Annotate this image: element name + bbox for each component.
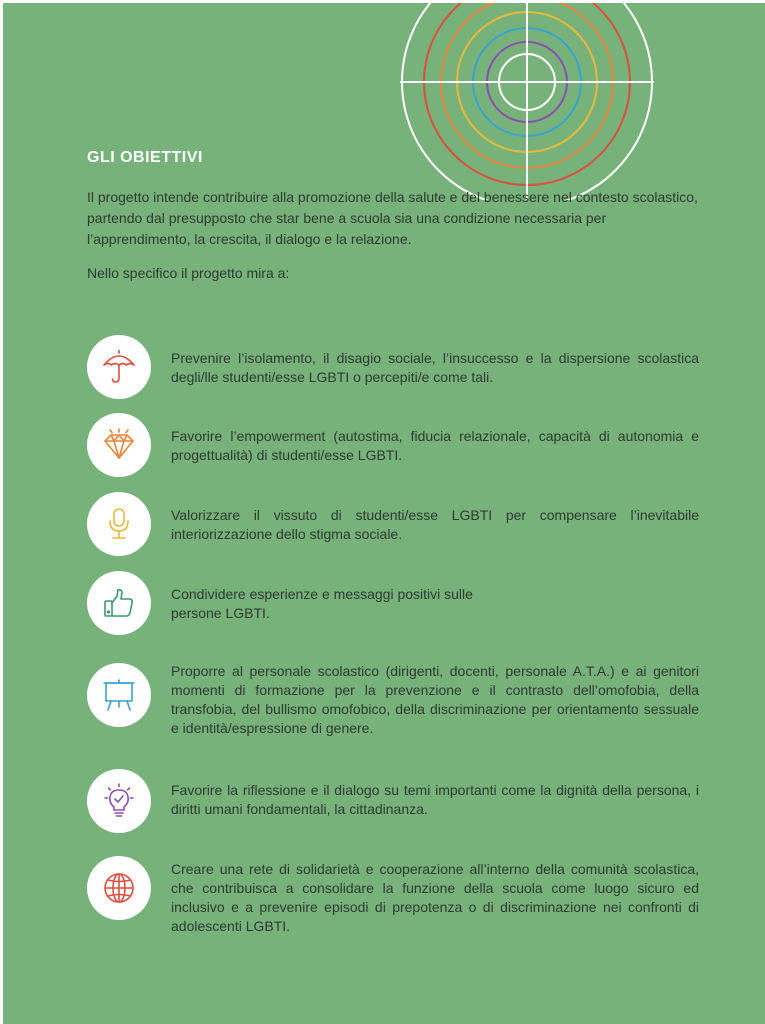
icon-badge [87, 571, 151, 635]
objective-text: Prevenire l’isolamento, il disagio sociale, l’insuccesso e la dispersione scolastica degli/lle studenti/esse LGBTI o percepiti/e come tali. [171, 350, 699, 385]
objective-text: Creare una rete di solidarietà e cooperazione all’interno della comunità scolastica, che contribuisca a consolidare la funzione della scuola come luogo sicuro ed inclusivo e a prevenire episodi di prepotenza o di discriminazione nei confronti di adolescenti LGBTI. [171, 861, 699, 934]
icon-badge [87, 413, 151, 477]
objective-text: Favorire l’empowerment (autostima, fiducia relazionale, capacità di autonomia e progettualità) di studenti/esse LGBTI. [171, 428, 699, 463]
objective-item [87, 663, 699, 736]
objective-item [87, 492, 699, 558]
icon-badge [87, 663, 151, 727]
umbrella-icon [101, 349, 137, 385]
objective-item [87, 335, 699, 401]
lightbulb-icon [101, 783, 137, 819]
thumbs-up-icon [101, 585, 137, 621]
icon-badge [87, 335, 151, 399]
section-title: GLI OBIETTIVI [87, 149, 203, 166]
intro-paragraph: Il progetto intende contribuire alla promozione della salute e del benessere nel contesto scolastico, partendo dal presupposto che star bene a scuola sia una condizione necessaria per l’apprendimento, la crescita, il dialogo e la relazione. [87, 189, 698, 247]
icon-badge [87, 492, 151, 556]
objective-text: Condividere esperienze e messaggi positivi sulle persone LGBTI. [171, 586, 473, 621]
objective-text: Favorire la riflessione e il dialogo su temi importanti come la dignità della persona, i diritti umani fondamentali, la cittadinanza. [171, 782, 699, 817]
subtitle: Nello specifico il progetto mira a: [87, 265, 290, 281]
concentric-circles-decoration [400, 3, 660, 200]
objective-item [87, 856, 699, 934]
objective-item [87, 413, 699, 479]
objective-item [87, 769, 699, 835]
page [3, 3, 765, 1024]
globe-icon [101, 870, 137, 906]
icon-badge [87, 856, 151, 920]
objective-text: Valorizzare il vissuto di studenti/esse LGBTI per compensare l’inevitabile interiorizzazione dello stigma sociale. [171, 507, 699, 542]
microphone-icon [101, 506, 137, 542]
easel-board-icon [101, 677, 137, 713]
icon-badge [87, 769, 151, 833]
objective-text: Proporre al personale scolastico (dirigenti, docenti, personale A.T.A.) e ai genitori momenti di formazione per la prevenzione e il contrasto dell’omofobia, della transfobia, del bullismo omofobico, della discriminazione per orientamento sessuale e identità/espressione di genere. [171, 663, 699, 736]
diamond-icon [101, 427, 137, 463]
objective-item [87, 571, 699, 637]
